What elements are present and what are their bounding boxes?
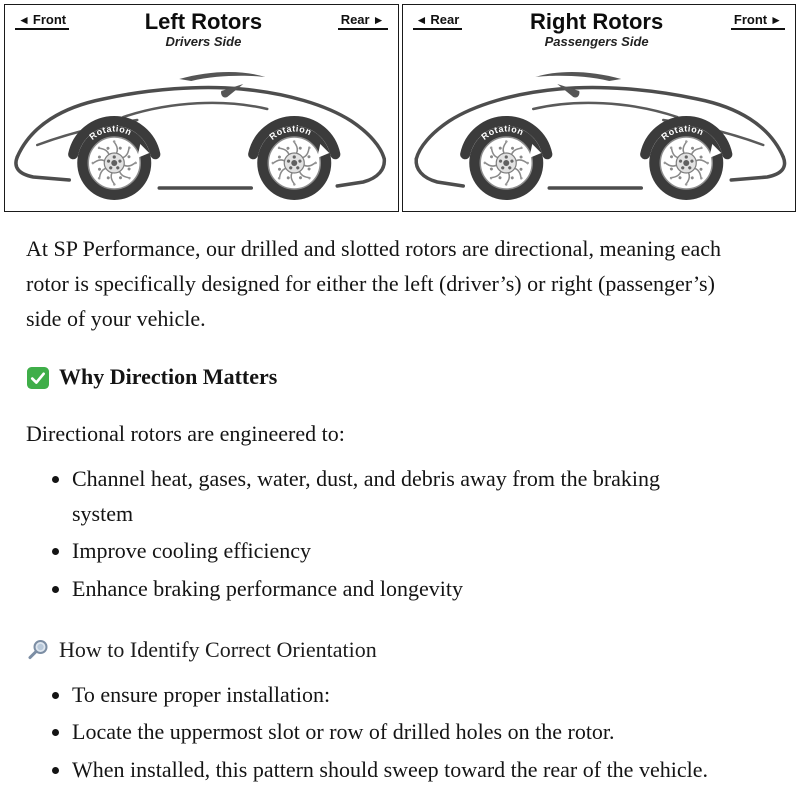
rotation-label: Rotation: [267, 123, 314, 142]
right-panel-header: [403, 5, 796, 49]
rear-direction-label: [338, 12, 388, 30]
list-item: • Enhance braking performance and longevity: [72, 572, 722, 607]
rotor-direction-diagram: [0, 0, 800, 212]
rotation-label: Rotation: [478, 123, 525, 142]
lead-paragraph: Directional rotors are engineered to:: [26, 421, 345, 446]
direction-text: Rear: [340, 12, 370, 27]
list-item: • When installed, this pattern should sweep toward the rear of the vehicle.: [72, 753, 722, 788]
rotation-label: Rotation: [658, 123, 705, 142]
check-icon: [26, 366, 50, 390]
section-heading-direction-matters: [26, 360, 774, 395]
car-illustration-left: [11, 57, 392, 209]
section-heading-text: Why Direction Matters: [59, 364, 278, 390]
left-panel-header: [5, 5, 398, 49]
arrow-left-icon: ◄: [415, 12, 428, 27]
arrow-right-icon: ►: [372, 12, 385, 27]
arrow-left-icon: ◄: [18, 12, 30, 27]
left-panel-titles: [145, 10, 262, 49]
car-illustration-right: [409, 57, 790, 209]
panel-title: Right Rotors: [530, 9, 664, 34]
intro-paragraph: At SP Performance, our drilled and slotted rotors are directional, meaning each rotor is specifically designed for either the left (driver’s) or right (passenger’s) side of your vehicle.: [26, 236, 722, 331]
front-direction-label: [15, 12, 69, 30]
direction-text: Front: [32, 12, 67, 27]
list-item: • Channel heat, gases, water, dust, and debris away from the braking system: [72, 462, 722, 532]
list-item: • Locate the uppermost slot or row of drilled holes on the rotor.: [72, 715, 722, 750]
front-direction-label: [731, 12, 785, 30]
article-body: [0, 212, 800, 788]
direction-text: Front: [733, 12, 768, 27]
panel-subtitle: Passengers Side: [544, 33, 649, 49]
rotation-label: Rotation: [87, 123, 134, 142]
arrow-right-icon: ►: [770, 12, 782, 27]
right-rotors-panel: [402, 4, 797, 212]
orientation-list: [26, 678, 774, 788]
direction-text: Rear: [430, 12, 460, 27]
section-heading-text: How to Identify Correct Orientation: [59, 636, 377, 662]
panel-subtitle: Drivers Side: [165, 33, 242, 49]
list-item: • Improve cooling efficiency: [72, 534, 722, 569]
magnifier-icon: [26, 638, 50, 662]
right-panel-titles: [530, 10, 663, 49]
panel-title: Left Rotors: [144, 9, 263, 34]
left-rotors-panel: [4, 4, 399, 212]
rear-direction-label: [413, 12, 463, 30]
benefits-list: [26, 462, 774, 607]
section-heading-orientation: [26, 633, 774, 668]
list-item: • To ensure proper installation:: [72, 678, 722, 713]
